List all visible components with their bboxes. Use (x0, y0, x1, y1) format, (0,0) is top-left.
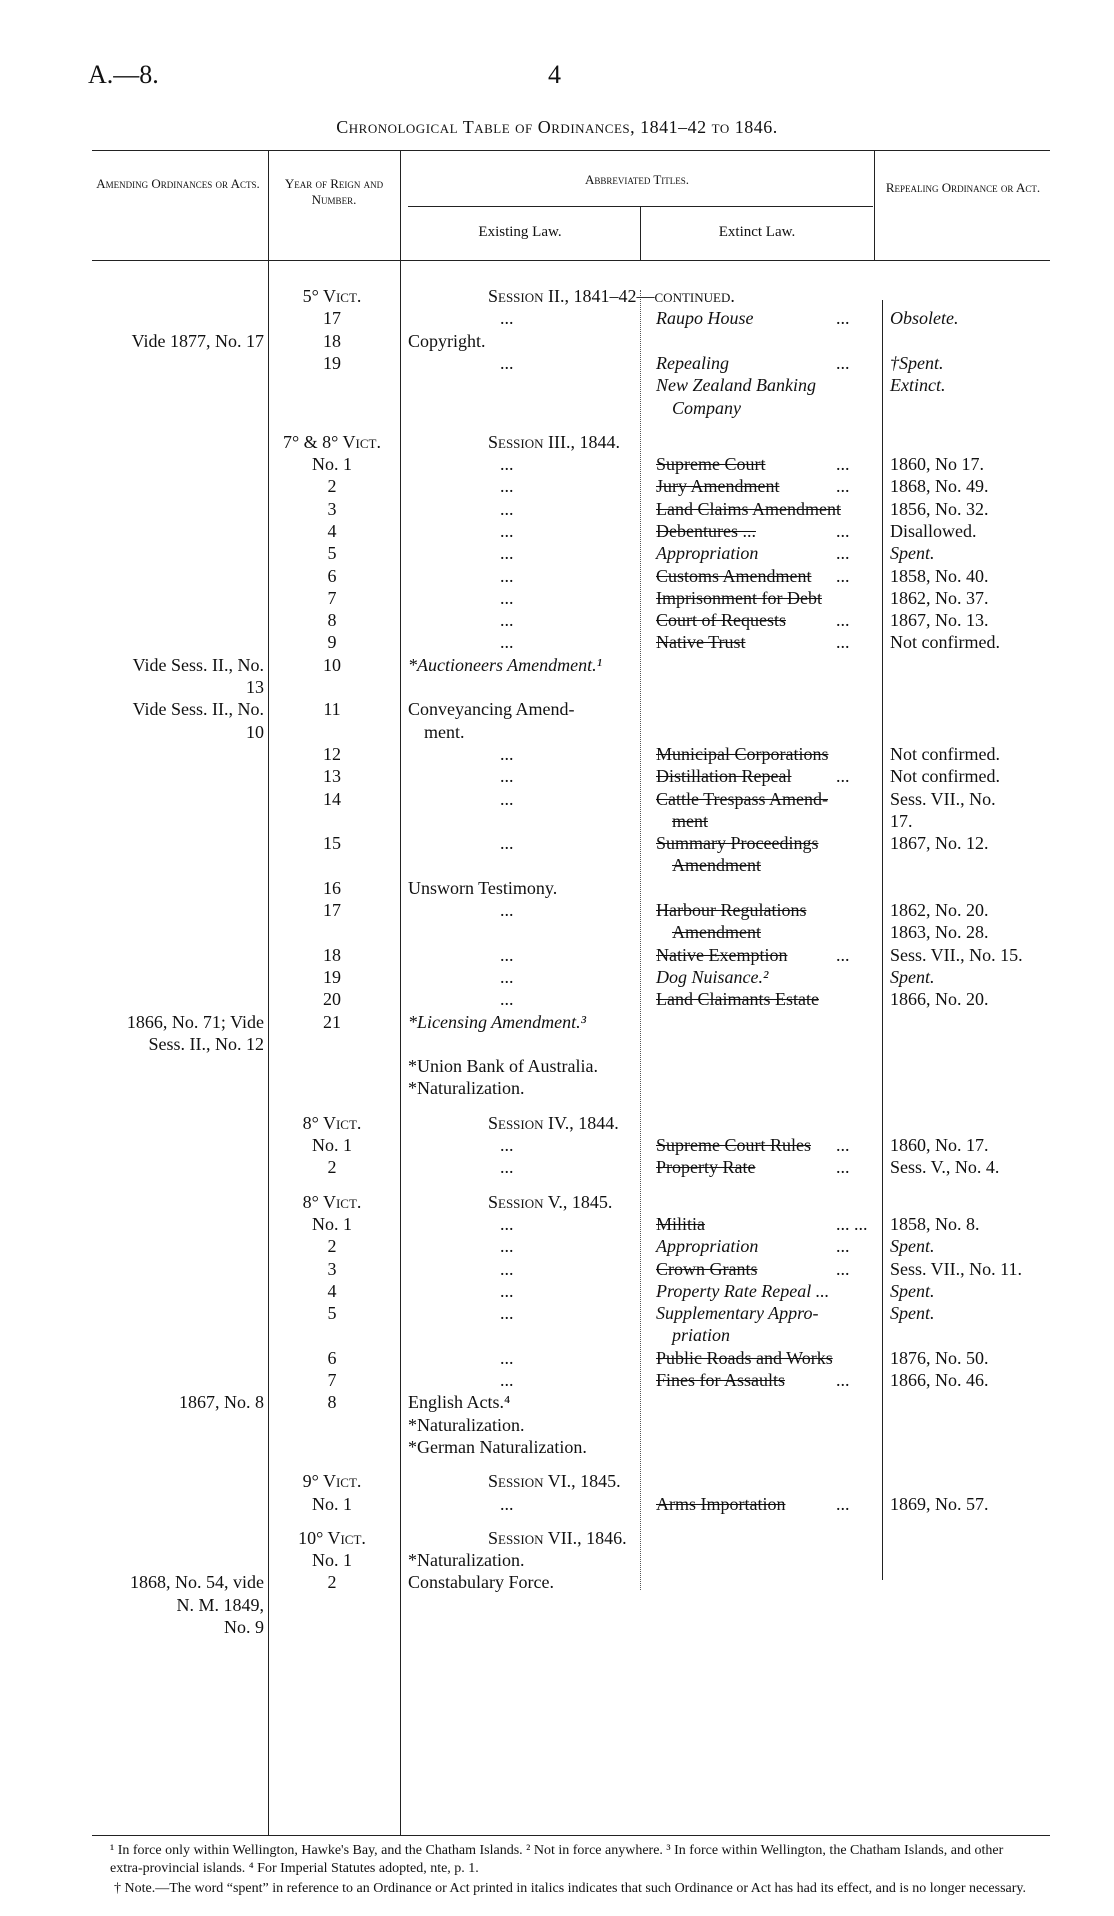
existing-law-cell: *Naturalization. (408, 1415, 525, 1435)
extinct-law-cell: Company (672, 398, 741, 418)
document-code: A.—8. (88, 60, 159, 89)
table-row (0, 921, 1114, 943)
table-row (0, 654, 1114, 676)
session-heading-row (0, 285, 1114, 307)
repealing-cell: 1876, No. 50. (890, 1348, 989, 1368)
table-row (0, 1324, 1114, 1346)
table-row (0, 810, 1114, 832)
session-label: Session II., 1841–42—continued. (488, 286, 735, 306)
table-row (0, 1156, 1114, 1178)
table-row (0, 877, 1114, 899)
table-row (0, 587, 1114, 609)
leader-dots: ... (836, 353, 850, 373)
year-cell: 6 (327, 1348, 337, 1368)
existing-law-cell: ... (500, 766, 514, 786)
leader-dots: ... (836, 1236, 850, 1256)
existing-law-cell: Unsworn Testimony. (408, 878, 558, 898)
session-heading-row (0, 1112, 1114, 1134)
session-heading-row (0, 1191, 1114, 1213)
repealing-cell: Sess. VII., No. 11. (890, 1259, 1023, 1279)
extinct-law-cell: Property Rate Repeal ... (656, 1281, 830, 1301)
existing-law-cell: ... (500, 1157, 514, 1177)
existing-law-cell: ... (500, 308, 514, 328)
repealing-cell: Spent. (890, 1281, 935, 1301)
year-cell: 7 (327, 1370, 337, 1390)
repealing-cell: 1866, No. 20. (890, 989, 989, 1009)
existing-law-cell: ... (500, 476, 514, 496)
table-row (0, 1616, 1114, 1638)
existing-law-cell: *Auctioneers Amendment.¹ (408, 655, 603, 675)
extinct-law-cell: Land Claims Amendment (656, 499, 841, 519)
table-row (0, 899, 1114, 921)
year-cell: 4 (327, 521, 337, 541)
repealing-cell: 1868, No. 49. (890, 476, 989, 496)
leader-dots: ... (836, 308, 850, 328)
amending-cell: 1868, No. 54, vide (130, 1572, 264, 1592)
extinct-law-cell: Distillation Repeal (656, 766, 792, 786)
existing-law-cell: ment. (424, 722, 465, 742)
existing-law-cell: ... (500, 1281, 514, 1301)
amending-cell: Vide 1877, No. 17 (131, 331, 264, 351)
repealing-cell: Not confirmed. (890, 632, 1000, 652)
header-amending: Amending Ordinances or Acts. (96, 176, 260, 191)
amending-cell: 13 (246, 677, 264, 697)
extinct-law-cell: Cattle Trespass Amend- (656, 789, 829, 809)
extinct-law-cell: Court of Requests (656, 610, 786, 630)
year-cell: 20 (323, 989, 341, 1009)
leader-dots: ... (836, 1135, 850, 1155)
table-row (0, 743, 1114, 765)
repealing-cell: Not confirmed. (890, 744, 1000, 764)
year-cell: No. 1 (312, 1135, 352, 1155)
existing-law-cell: ... (500, 1236, 514, 1256)
repealing-cell: 1858, No. 40. (890, 566, 989, 586)
year-cell: No. 1 (312, 1494, 352, 1514)
table-row (0, 475, 1114, 497)
table-row (0, 944, 1114, 966)
year-cell: 19 (323, 353, 341, 373)
leader-dots: ... (836, 521, 850, 541)
year-cell: 11 (323, 699, 341, 719)
leader-dots: ... (836, 543, 850, 563)
year-cell: 3 (327, 1259, 337, 1279)
table-row (0, 698, 1114, 720)
amending-cell: No. 9 (224, 1617, 264, 1637)
table-row (0, 520, 1114, 542)
extinct-law-cell: Crown Grants (656, 1259, 758, 1279)
repealing-cell: 1866, No. 46. (890, 1370, 989, 1390)
year-cell: 8 (327, 1392, 337, 1412)
year-cell: No. 1 (312, 454, 352, 474)
session-label: Session V., 1845. (488, 1192, 613, 1212)
existing-law-cell: English Acts.⁴ (408, 1392, 511, 1412)
year-cell: 2 (327, 1572, 337, 1592)
existing-law-cell: Conveyancing Amend- (408, 699, 575, 719)
repealing-cell: 1862, No. 20. (890, 900, 989, 920)
year-cell: 13 (323, 766, 341, 786)
repealing-cell: 1863, No. 28. (890, 922, 989, 942)
repealing-cell: 1862, No. 37. (890, 588, 989, 608)
table-row (0, 1594, 1114, 1616)
repealing-cell: Sess. VII., No. (890, 789, 996, 809)
table-row (0, 609, 1114, 631)
extinct-law-cell: Militia (656, 1214, 705, 1234)
extinct-law-cell: Native Trust (656, 632, 746, 652)
extinct-law-cell: Supreme Court (656, 454, 766, 474)
repealing-cell: 17. (890, 811, 913, 831)
session-label: Session VI., 1845. (488, 1471, 621, 1491)
spent-note: † Note.—The word “spent” in reference to an Ordinance or Act printed in italics indicates that such Ordinance or Act has had its effect, and is no longer necessary. (113, 1881, 1027, 1896)
year-cell: 2 (327, 1236, 337, 1256)
existing-law-cell: ... (500, 499, 514, 519)
leader-dots: ... (836, 1157, 850, 1177)
table-row (0, 1280, 1114, 1302)
session-label: Session IV., 1844. (488, 1113, 619, 1133)
amending-cell: Vide Sess. II., No. (132, 699, 264, 719)
header-year: Year of Reign and Number. (284, 176, 384, 207)
year-cell: 7 (327, 588, 337, 608)
leader-dots: ... (836, 1259, 850, 1279)
page-number: 4 (548, 60, 561, 89)
extinct-law-cell: Native Exemption (656, 945, 788, 965)
table-row (0, 1549, 1114, 1571)
year-cell: 7° & 8° Vict. (282, 432, 381, 452)
year-cell: 16 (323, 878, 341, 898)
year-cell: 5° Vict. (302, 286, 362, 306)
session-heading-row (0, 1527, 1114, 1549)
table-row (0, 542, 1114, 564)
existing-law-cell: ... (500, 833, 514, 853)
existing-law-cell: ... (500, 1214, 514, 1234)
table-row (0, 1134, 1114, 1156)
existing-law-cell: ... (500, 1370, 514, 1390)
table-row (0, 1033, 1114, 1055)
year-cell: 8° Vict. (302, 1113, 362, 1133)
repealing-cell: Spent. (890, 1303, 935, 1323)
session-label: Session III., 1844. (488, 432, 620, 452)
page-title: Chronological Table of Ordinances, 1841–42 to 1846. (336, 117, 778, 137)
repealing-cell: Obsolete. (890, 308, 959, 328)
existing-law-cell: ... (500, 353, 514, 373)
session-label: Session VII., 1846. (488, 1528, 627, 1548)
table-row (0, 765, 1114, 787)
existing-law-cell: ... (500, 789, 514, 809)
extinct-law-cell: Amendment (672, 922, 761, 942)
table-row (0, 1391, 1114, 1413)
year-cell: 8 (327, 610, 337, 630)
table-row (0, 1436, 1114, 1458)
table-row (0, 1011, 1114, 1033)
year-cell: 2 (327, 1157, 337, 1177)
repealing-cell: Disallowed. (890, 521, 977, 541)
table-row (0, 307, 1114, 329)
repealing-cell: Sess. VII., No. 15. (890, 945, 1023, 965)
existing-law-cell: *Naturalization. (408, 1078, 525, 1098)
existing-law-cell: ... (500, 989, 514, 1009)
year-cell: 3 (327, 499, 337, 519)
extinct-law-cell: Appropriation (656, 543, 759, 563)
table-row (0, 966, 1114, 988)
repealing-cell: Extinct. (890, 375, 946, 395)
existing-law-cell: *German Naturalization. (408, 1437, 587, 1457)
table-row (0, 854, 1114, 876)
leader-dots: ... (836, 1370, 850, 1390)
table-row (0, 1493, 1114, 1515)
year-cell: 5 (327, 1303, 337, 1323)
year-cell: 9° Vict. (302, 1471, 362, 1491)
table-row (0, 453, 1114, 475)
leader-dots: ... (836, 766, 850, 786)
leader-dots: ... (836, 454, 850, 474)
year-cell: 5 (327, 543, 337, 563)
extinct-law-cell: New Zealand Banking (656, 375, 816, 395)
extinct-law-cell: Public Roads and Works (656, 1348, 833, 1368)
table-row (0, 1235, 1114, 1257)
existing-law-cell: ... (500, 1259, 514, 1279)
leader-dots: ... (836, 632, 850, 652)
repealing-cell: 1867, No. 12. (890, 833, 989, 853)
year-cell: 2 (327, 476, 337, 496)
table-row (0, 1302, 1114, 1324)
repealing-cell: Not confirmed. (890, 766, 1000, 786)
year-cell: 18 (323, 331, 341, 351)
existing-law-cell: ... (500, 744, 514, 764)
header-bottom-rule (92, 260, 1050, 261)
extinct-law-cell: Supplementary Appro- (656, 1303, 819, 1323)
repealing-cell: †Spent. (890, 353, 944, 373)
table-row (0, 721, 1114, 743)
existing-law-cell: ... (500, 967, 514, 987)
amending-cell: Sess. II., No. 12 (148, 1034, 264, 1054)
table-top-rule (92, 150, 1050, 151)
extinct-law-cell: Repealing (656, 353, 729, 373)
leader-dots: ... (836, 610, 850, 630)
year-cell: 14 (323, 789, 341, 809)
table-row (0, 397, 1114, 419)
year-cell: 10 (323, 655, 341, 675)
col-rule-3-head (640, 206, 641, 260)
leader-dots: ... (836, 476, 850, 496)
table-row (0, 330, 1114, 352)
extinct-law-cell: Amendment (672, 855, 761, 875)
existing-law-cell: ... (500, 1303, 514, 1323)
existing-law-cell: *Union Bank of Australia. (408, 1056, 598, 1076)
amending-cell: 10 (246, 722, 264, 742)
extinct-law-cell: Fines for Assaults (656, 1370, 786, 1390)
table-row (0, 631, 1114, 653)
header-repealing: Repealing Ordinance or Act. (885, 180, 1041, 195)
table-row (0, 1213, 1114, 1235)
extinct-law-cell: Land Claimants Estate (656, 989, 819, 1009)
footnotes: ¹ In force only within Wellington, Hawke's Bay, and the Chatham Islands. ² Not in force anywhere. ³ In force within Wellington, the Chatham Islands, and other extra-provincial islands. ⁴ For Imperial Statutes adopted, nte, p. 1. (110, 1843, 1004, 1876)
year-cell: 6 (327, 566, 337, 586)
amending-cell: N. M. 1849, (176, 1595, 264, 1615)
header-abbrev: Abbreviated Titles. (584, 172, 690, 187)
existing-law-cell: ... (500, 588, 514, 608)
extinct-law-cell: Arms Importation (656, 1494, 786, 1514)
existing-law-cell: ... (500, 1494, 514, 1514)
table-bottom-rule (92, 1835, 1050, 1836)
repealing-cell: 1860, No 17. (890, 454, 984, 474)
session-heading-row (0, 431, 1114, 453)
year-cell: 15 (323, 833, 341, 853)
table-row (0, 676, 1114, 698)
year-cell: 19 (323, 967, 341, 987)
leader-dots: ... (836, 945, 850, 965)
extinct-law-cell: Dog Nuisance.² (656, 967, 769, 987)
extinct-law-cell: Municipal Corporations (656, 744, 829, 764)
year-cell: 10° Vict. (298, 1528, 366, 1548)
extinct-law-cell: Customs Amendment (656, 566, 812, 586)
table-row (0, 498, 1114, 520)
existing-law-cell: ... (500, 632, 514, 652)
extinct-law-cell: ment (672, 811, 708, 831)
extinct-law-cell: Supreme Court Rules (656, 1135, 811, 1155)
extinct-law-cell: priation (672, 1325, 731, 1345)
table-row (0, 1571, 1114, 1593)
repealing-cell: 1860, No. 17. (890, 1135, 989, 1155)
repealing-cell: 1856, No. 32. (890, 499, 989, 519)
table-row (0, 1077, 1114, 1099)
col-rule-4-head (874, 150, 875, 260)
table-row (0, 988, 1114, 1010)
leader-dots: ... ... (836, 1214, 868, 1234)
extinct-law-cell: Summary Proceedings (656, 833, 819, 853)
repealing-cell: 1858, No. 8. (890, 1214, 980, 1234)
year-cell: 8° Vict. (302, 1192, 362, 1212)
year-cell: 21 (323, 1012, 341, 1032)
existing-law-cell: ... (500, 1348, 514, 1368)
table-row (0, 1369, 1114, 1391)
existing-law-cell: ... (500, 1135, 514, 1155)
repealing-cell: Sess. V., No. 4. (890, 1157, 1000, 1177)
year-cell: 17 (323, 308, 341, 328)
table-row (0, 1414, 1114, 1436)
existing-law-cell: ... (500, 543, 514, 563)
existing-law-cell: ... (500, 454, 514, 474)
year-cell: 17 (323, 900, 341, 920)
existing-law-cell: ... (500, 521, 514, 541)
year-cell: No. 1 (312, 1550, 352, 1570)
extinct-law-cell: Jury Amendment (656, 476, 780, 496)
table-row (0, 565, 1114, 587)
year-cell: 18 (323, 945, 341, 965)
existing-law-cell: Copyright. (408, 331, 486, 351)
existing-law-cell: *Licensing Amendment.³ (408, 1012, 587, 1032)
existing-law-cell: Constabulary Force. (408, 1572, 554, 1592)
year-cell: 9 (327, 632, 337, 652)
table-row (0, 1258, 1114, 1280)
existing-law-cell: ... (500, 610, 514, 630)
session-heading-row (0, 1470, 1114, 1492)
header-existing: Existing Law. (478, 224, 562, 240)
repealing-cell: 1869, No. 57. (890, 1494, 989, 1514)
header-extinct: Extinct Law. (718, 224, 796, 240)
leader-dots: ... (836, 1494, 850, 1514)
table-row (0, 1347, 1114, 1369)
year-cell: 4 (327, 1281, 337, 1301)
amending-cell: 1867, No. 8 (179, 1392, 264, 1412)
table-row (0, 374, 1114, 396)
repealing-cell: 1867, No. 13. (890, 610, 989, 630)
year-cell: No. 1 (312, 1214, 352, 1234)
existing-law-cell: ... (500, 900, 514, 920)
extinct-law-cell: Raupo House (656, 308, 754, 328)
extinct-law-cell: Debentures ... (656, 521, 756, 541)
repealing-cell: Spent. (890, 543, 935, 563)
table-row (0, 1055, 1114, 1077)
year-cell: 12 (323, 744, 341, 764)
extinct-law-cell: Appropriation (656, 1236, 759, 1256)
leader-dots: ... (836, 566, 850, 586)
repealing-cell: Spent. (890, 1236, 935, 1256)
extinct-law-cell: Harbour Regulations (656, 900, 807, 920)
existing-law-cell: ... (500, 945, 514, 965)
existing-law-cell: *Naturalization. (408, 1550, 525, 1570)
amending-cell: 1866, No. 71; Vide (126, 1012, 264, 1032)
table-row (0, 788, 1114, 810)
table-row (0, 832, 1114, 854)
table-row (0, 352, 1114, 374)
amending-cell: Vide Sess. II., No. (132, 655, 264, 675)
repealing-cell: Spent. (890, 967, 935, 987)
extinct-law-cell: Imprisonment for Debt (656, 588, 822, 608)
existing-law-cell: ... (500, 566, 514, 586)
extinct-law-cell: Property Rate (656, 1157, 756, 1177)
